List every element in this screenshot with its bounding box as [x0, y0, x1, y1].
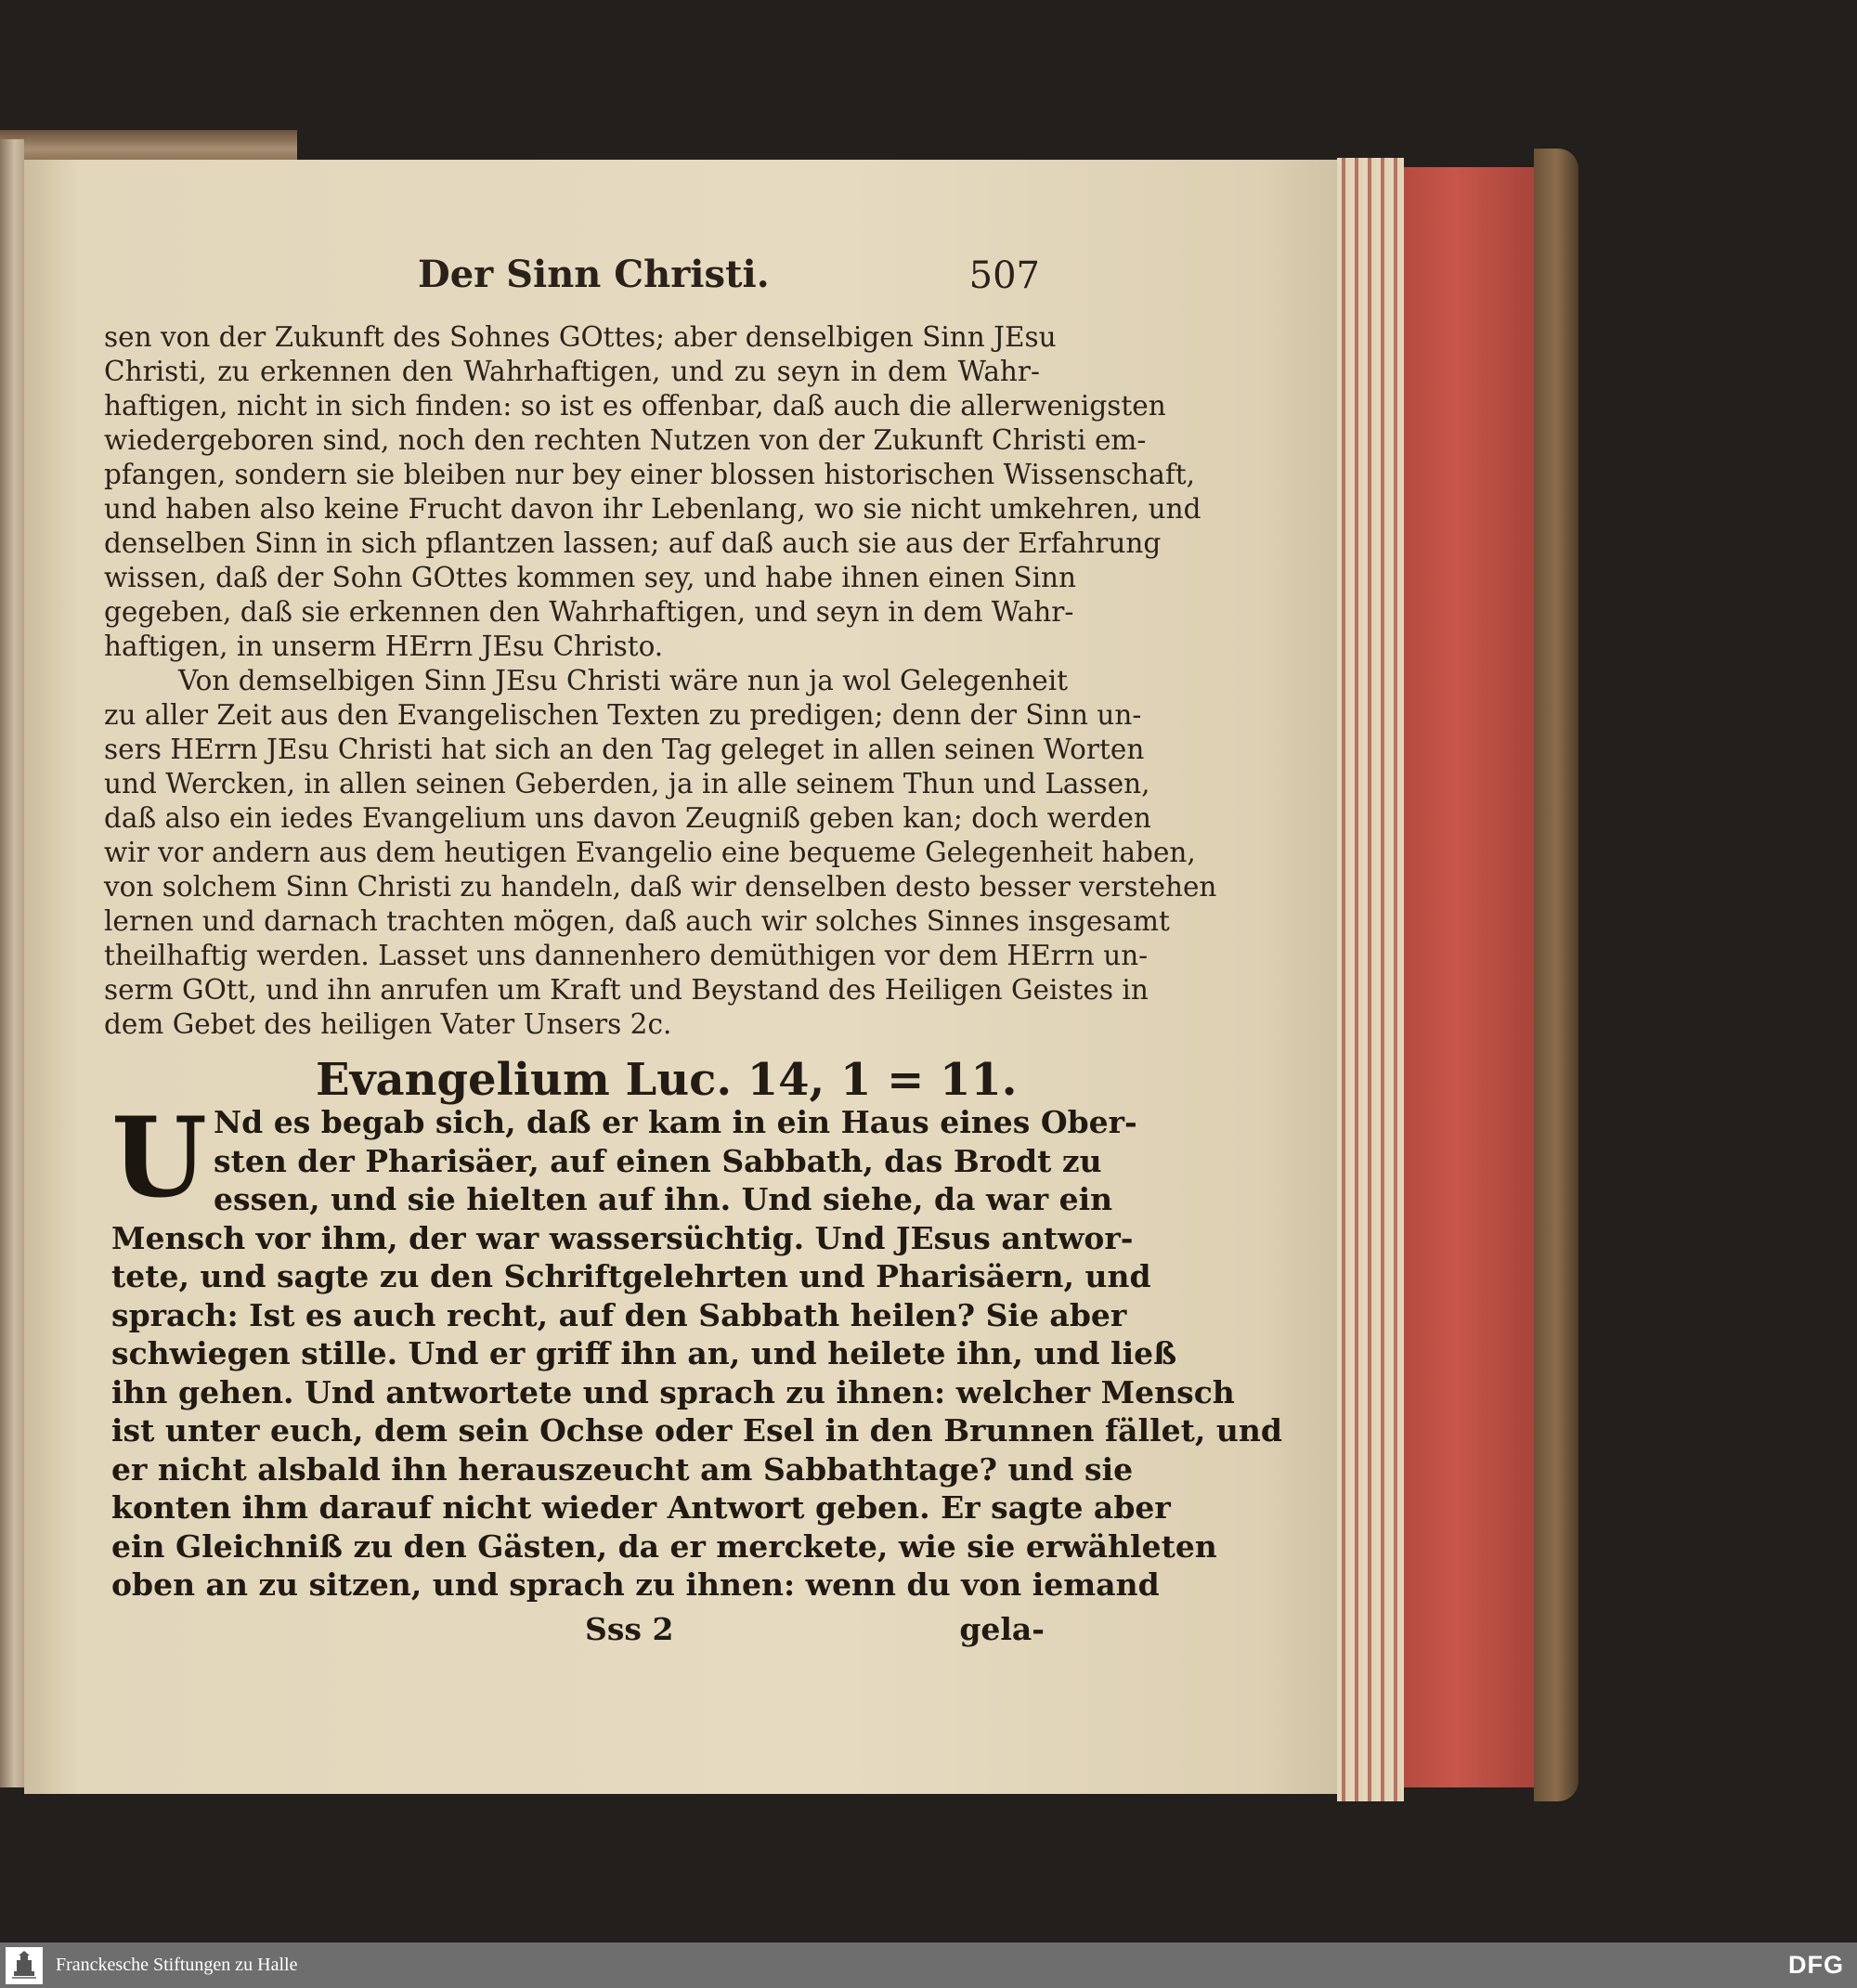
text-line: haftigen, in unserm HErrn JEsu Christo. — [104, 630, 664, 662]
text-line: gegeben, daß sie erkennen den Wahrhaftigen, und seyn in dem Wahr- — [104, 596, 1074, 628]
gospel-line: sprach: Ist es auch recht, auf den Sabbath heilen? Sie aber — [111, 1296, 1127, 1333]
gospel-line: schwiegen stille. Und er griff ihn an, und heilete ihn, und ließ — [111, 1335, 1177, 1371]
page-edges — [1337, 158, 1404, 1801]
text-line: denselben Sinn in sich pflantzen lassen; auf daß auch sie aus der Erfahrung — [104, 527, 1162, 559]
gospel-line: Nd es begab sich, daß er kam in ein Haus eines Ober- — [214, 1104, 1137, 1140]
page-number: 507 — [968, 254, 1040, 297]
catchword: gela- — [959, 1611, 1045, 1647]
gospel-line: konten ihm darauf nicht wieder Antwort geben. Er sagte aber — [111, 1489, 1171, 1526]
text-line: theilhaftig werden. Lasset uns dannenhero demüthigen vor dem HErrn un- — [104, 940, 1149, 971]
signature-mark: Sss 2 — [585, 1611, 674, 1647]
drop-initial: U — [111, 1093, 207, 1222]
text-line: wir vor andern aus dem heutigen Evangelio eine bequeme Gelegenheit haben, — [104, 837, 1196, 868]
viewer-footer-bar — [0, 1943, 1857, 1988]
section-title: Evangelium Luc. 14, 1 = 11. — [316, 1054, 1018, 1106]
text-line: zu aller Zeit aus den Evangelischen Texten zu predigen; denn der Sinn un- — [104, 699, 1142, 731]
book-cover — [1534, 149, 1578, 1801]
gospel-line: ist unter euch, dem sein Ochse oder Esel in den Brunnen fället, und — [111, 1412, 1282, 1449]
text-line: von solchem Sinn Christi zu handeln, daß wir denselben desto besser verstehen — [104, 871, 1217, 903]
text-line: wiedergeboren sind, noch den rechten Nutzen von der Zukunft Christi em- — [104, 424, 1147, 456]
gospel-line: tete, und sagte zu den Schriftgelehrten und Pharisäern, und — [111, 1258, 1151, 1294]
text-line: haftigen, nicht in sich finden: so ist es offenbar, daß auch die allerwenigsten — [104, 390, 1166, 422]
gospel-line: ihn gehen. Und antwortete und sprach zu ihnen: welcher Mensch — [111, 1373, 1235, 1410]
text-line: und Wercken, in allen seinen Geberden, ja in alle seinem Thun und Lassen, — [104, 768, 1150, 799]
text-line: daß also ein iedes Evangelium uns davon Zeugniß geben kan; doch werden — [104, 802, 1151, 834]
text-line: sers HErrn JEsu Christi hat sich an den Tag geleget in allen seinen Worten — [104, 734, 1145, 765]
gospel-line: essen, und sie hielten auf ihn. Und siehe, da war ein — [214, 1181, 1113, 1217]
text-line: pfangen, sondern sie bleiben nur bey einer blossen historischen Wissenschaft, — [104, 459, 1196, 490]
dfg-logo[interactable]: DFG — [1788, 1951, 1844, 1979]
page-footer — [111, 1611, 1045, 1657]
text-line: Von demselbigen Sinn JEsu Christi wäre nun ja wol Gelegenheit — [178, 665, 1069, 696]
gospel-line: sten der Pharisäer, auf einen Sabbath, das Brodt zu — [214, 1142, 1102, 1179]
institution-name[interactable]: Franckesche Stiftungen zu Halle — [56, 1955, 298, 1975]
gospel-line: Mensch vor ihm, der war wassersüchtig. Und JEsus antwor- — [111, 1219, 1134, 1256]
running-title: Der Sinn Christi. — [418, 253, 770, 296]
gospel-text — [111, 1093, 1282, 1605]
text-line: serm GOtt, und ihn anrufen um Kraft und Beystand des Heiligen Geistes in — [104, 974, 1149, 1006]
binding-left-edge — [0, 139, 24, 1787]
gospel-line: oben an zu sitzen, und sprach zu ihnen: wenn du von iemand — [111, 1566, 1160, 1603]
body-text — [104, 320, 1217, 1042]
text-line: wissen, daß der Sohn GOttes kommen sey, und habe ihnen einen Sinn — [104, 562, 1077, 593]
text-line: dem Gebet des heiligen Vater Unsers 2c. — [104, 1008, 672, 1040]
gospel-line: er nicht alsbald ihn herauszeucht am Sabbathtage? und sie — [111, 1450, 1134, 1488]
binding-top — [0, 130, 297, 162]
text-line: Christi, zu erkennen den Wahrhaftigen, und zu seyn in dem Wahr- — [104, 356, 1040, 387]
red-fore-edge — [1404, 167, 1534, 1787]
text-line: sen von der Zukunft des Sohnes GOttes; aber denselbigen Sinn JEsu — [104, 321, 1057, 353]
text-line: lernen und darnach trachten mögen, daß auch wir solches Sinnes insgesamt — [104, 905, 1170, 937]
text-line: und haben also keine Frucht davon ihr Lebenlang, wo sie nicht umkehren, und — [104, 493, 1201, 525]
running-head — [102, 253, 1040, 308]
institution-logo-icon[interactable] — [6, 1947, 43, 1984]
gospel-line: ein Gleichniß zu den Gästen, da er merckete, wie sie erwähleten — [111, 1527, 1217, 1565]
